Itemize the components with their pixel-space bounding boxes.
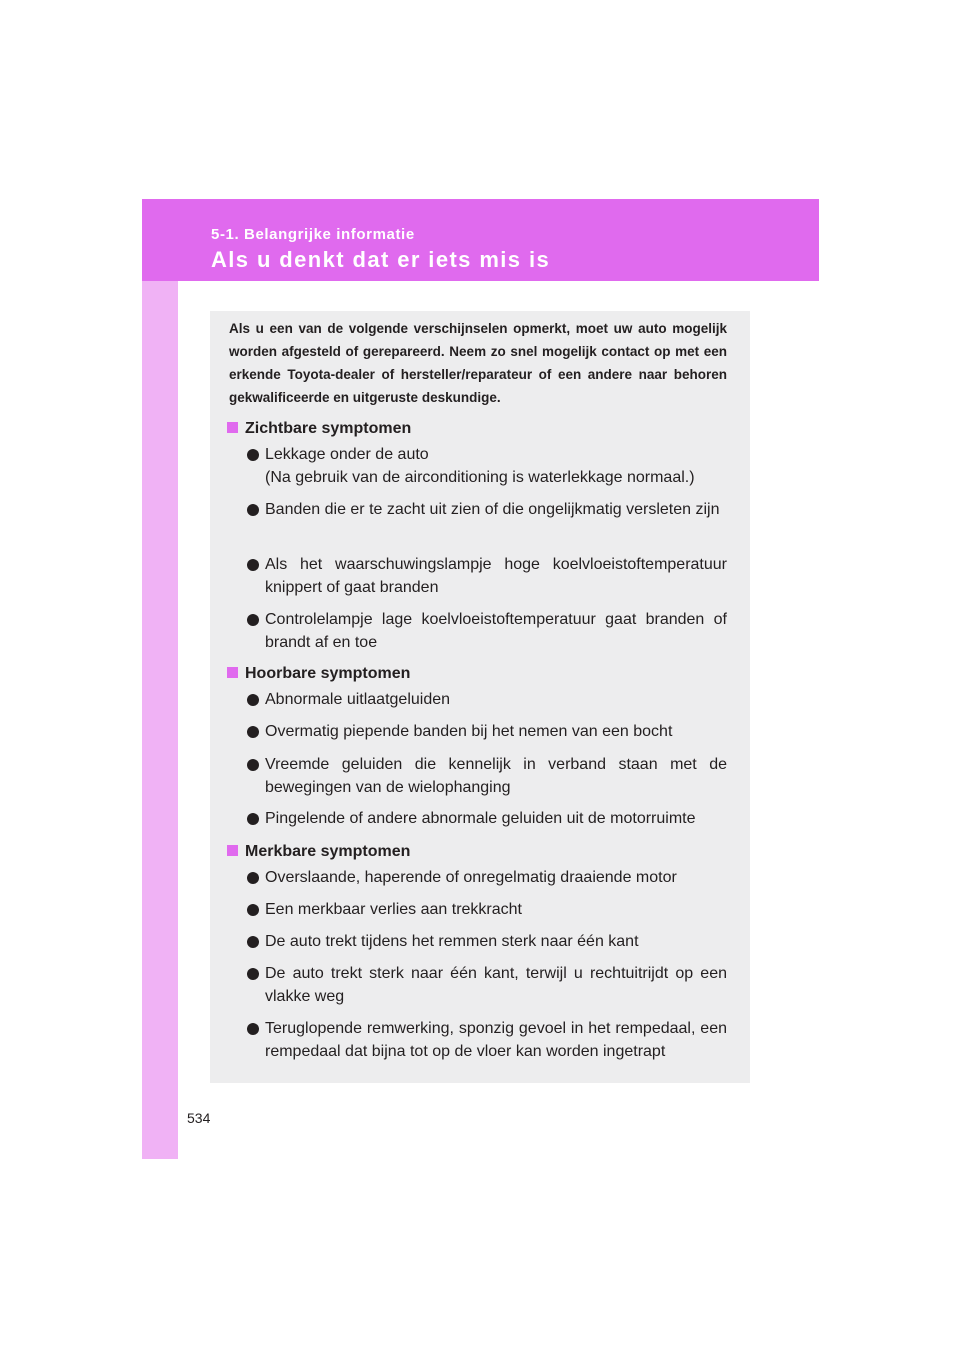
intro-paragraph: Als u een van de volgende verschijnselen opmerkt, moet uw auto mogelijk worden afgesteld of gerepareerd. Neem zo snel mogelijk contact op met een erkende Toyota-dealer of hersteller/reparateur of een andere naar behoren gekwalificeerde en uitgeruste deskundige. xyxy=(229,321,727,405)
round-bullet-icon xyxy=(247,904,259,916)
round-bullet-icon xyxy=(247,694,259,706)
list-item xyxy=(247,963,727,1008)
round-bullet-icon xyxy=(247,872,259,884)
round-bullet-icon xyxy=(247,726,259,738)
list-item-text: Teruglopende remwerking, sponzig gevoel in het rempedaal, een rempedaal dat bijna tot op de vloer kan worden ingetrapt xyxy=(265,1020,727,1060)
round-bullet-icon xyxy=(247,813,259,825)
list-item-text: Abnormale uitlaatgeluiden xyxy=(265,691,451,708)
list-item-text: Een merkbaar verlies aan trekkracht xyxy=(265,901,522,918)
list-item xyxy=(247,444,727,489)
list-item-text: Pingelende of andere abnormale geluiden uit de motorruimte xyxy=(265,810,696,827)
section-label: 5-1. Belangrijke informatie xyxy=(211,226,415,243)
round-bullet-icon xyxy=(247,504,259,516)
list-item-text: Banden die er te zacht uit zien of die ongelijkmatig versleten zijn xyxy=(265,501,720,518)
list-item xyxy=(247,808,727,831)
page-number: 534 xyxy=(187,1110,211,1126)
side-strip xyxy=(142,199,178,1159)
page-frame xyxy=(142,199,819,1159)
header-band xyxy=(142,199,819,281)
list-item xyxy=(247,609,727,654)
round-bullet-icon xyxy=(247,1023,259,1035)
list-item xyxy=(247,554,727,599)
list-item xyxy=(247,499,727,522)
section-heading-text: Zichtbare symptomen xyxy=(245,420,412,437)
list-item xyxy=(247,721,727,744)
list-item-text: Als het waarschuwingslampje hoge koelvloeistoftemperatuur knippert of gaat branden xyxy=(265,556,727,596)
list-item xyxy=(247,689,727,712)
round-bullet-icon xyxy=(247,968,259,980)
square-bullet-icon xyxy=(227,845,238,856)
list-item xyxy=(247,1018,727,1063)
list-item xyxy=(247,754,727,799)
list-item-note: (Na gebruik van de airconditioning is waterlekkage normaal.) xyxy=(265,468,695,486)
list-item xyxy=(247,867,727,890)
section-heading-visible xyxy=(227,419,411,439)
section-heading-audible xyxy=(227,664,410,684)
square-bullet-icon xyxy=(227,667,238,678)
round-bullet-icon xyxy=(247,759,259,771)
round-bullet-icon xyxy=(247,936,259,948)
list-item-text: Overslaande, haperende of onregelmatig draaiende motor xyxy=(265,869,677,886)
round-bullet-icon xyxy=(247,559,259,571)
list-item xyxy=(247,931,727,954)
round-bullet-icon xyxy=(247,449,259,461)
square-bullet-icon xyxy=(227,422,238,433)
section-heading-text: Merkbare symptomen xyxy=(245,843,411,860)
round-bullet-icon xyxy=(247,614,259,626)
list-item xyxy=(247,899,727,922)
list-item-text: Overmatig piepende banden bij het nemen van een bocht xyxy=(265,723,673,740)
content-box xyxy=(210,311,750,1083)
section-heading-noticeable xyxy=(227,842,410,862)
list-item-text: Controlelampje lage koelvloeistoftemperatuur gaat branden of brandt af en toe xyxy=(265,611,727,651)
list-item-text: De auto trekt sterk naar één kant, terwijl u rechtuitrijdt op een vlakke weg xyxy=(265,965,727,1005)
page-title: Als u denkt dat er iets mis is xyxy=(211,247,551,272)
list-item-text: Vreemde geluiden die kennelijk in verband staan met de bewegingen van de wielophanging xyxy=(265,756,727,796)
list-item-text: Lekkage onder de auto xyxy=(265,446,429,463)
list-item-text: De auto trekt tijdens het remmen sterk naar één kant xyxy=(265,933,639,950)
section-heading-text: Hoorbare symptomen xyxy=(245,665,411,682)
